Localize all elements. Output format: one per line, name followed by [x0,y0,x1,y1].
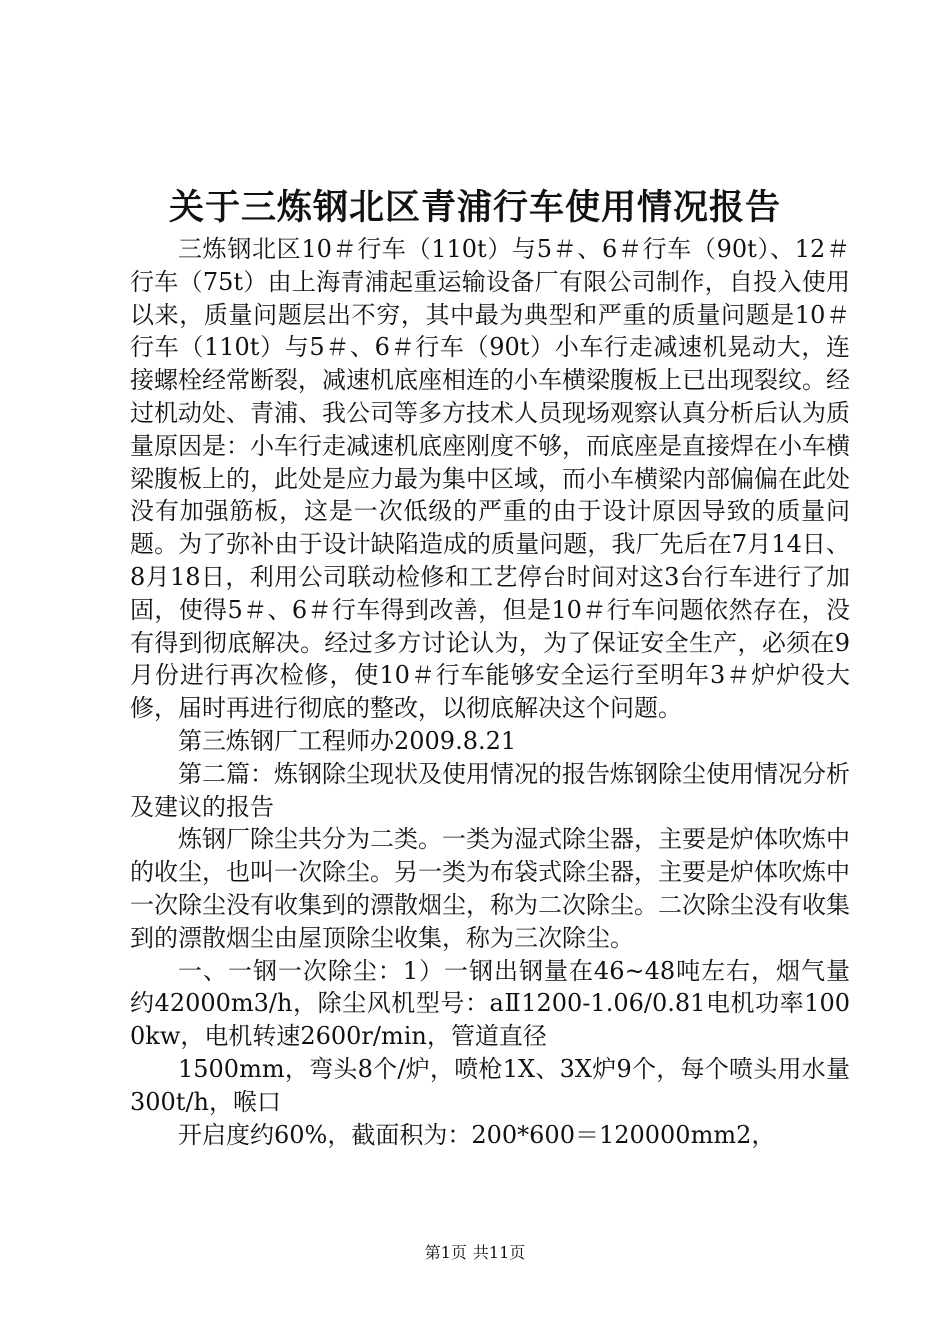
paragraph-second-article-heading: 第二篇：炼钢除尘现状及使用情况的报告炼钢除尘使用情况分析及建议的报告 [130,759,850,821]
paragraph-pipe-details: 1500mm，弯头8个/炉，喷枪1X、3X炉9个，每个喷头用水量300t/h，喉口 [130,1054,850,1116]
page-footer [0,1241,950,1265]
paragraph-primary-dust-removal: 一、一钢一次除尘：1）一钢出钢量在46~48吨左右，烟气量约42000m3/h，除尘风机型号：aⅡ1200-1.06/0.81电机功率1000kw，电机转速2600r/min，管道直径 [130,956,850,1051]
page-total: 共11页 [472,1243,526,1262]
page-number: 第1页 [424,1243,467,1262]
paragraph-signature: 第三炼钢厂工程师办2009.8.21 [178,726,517,755]
paragraph-dust-classification: 炼钢厂除尘共分为二类。一类为湿式除尘器，主要是炉体吹炼中的收尘，也叫一次除尘。另一类为布袋式除尘器，主要是炉体吹炼中一次除尘没有收集到的漂散烟尘，称为二次除尘。二次除尘没有收集到的漂散烟尘由屋顶除尘收集，称为三次除尘。 [130,825,850,952]
page-title: 关于三炼钢北区青浦行车使用情况报告 [168,187,781,228]
paragraph-throat-opening: 开启度约60%，截面积为：200*600＝120000mm2， [178,1120,776,1149]
document-body [130,233,850,1151]
paragraph-report-body: 三炼钢北区10＃行车（110t）与5＃、6＃行车（90t）、12＃行车（75t）由上海青浦起重运输设备厂有限公司制作，自投入使用以来，质量问题层出不穷，其中最为典型和严重的质量问题是10＃行车（110t）与5＃、6＃行车（90t）小车行走减速机晃动大，连接螺栓经常断裂，减速机底座相连的小车横梁腹板上已出现裂纹。经过机动处、青浦、我公司等多方技术人员现场观察认真分析后认为质量原因是：小车行走减速机底座刚度不够，而底座是直接焊在小车横梁腹板上的，此处是应力最为集中区域，而小车横梁内部偏偏在此处没有加强筋板，这是一次低级的严重的由于设计原因导致的质量问题。为了弥补由于设计缺陷造成的质量问题，我厂先后在7月14日、8月18日，利用公司联动检修和工艺停台时间对这3台行车进行了加固，使得5＃、6＃行车得到改善，但是10＃行车问题依然存在，没有得到彻底解决。经过多方讨论认为，为了保证安全生产，必须在9月份进行再次检修，使10＃行车能够安全运行至明年3＃炉炉役大修，届时再进行彻底的整改，以彻底解决这个问题。 [130,235,850,723]
